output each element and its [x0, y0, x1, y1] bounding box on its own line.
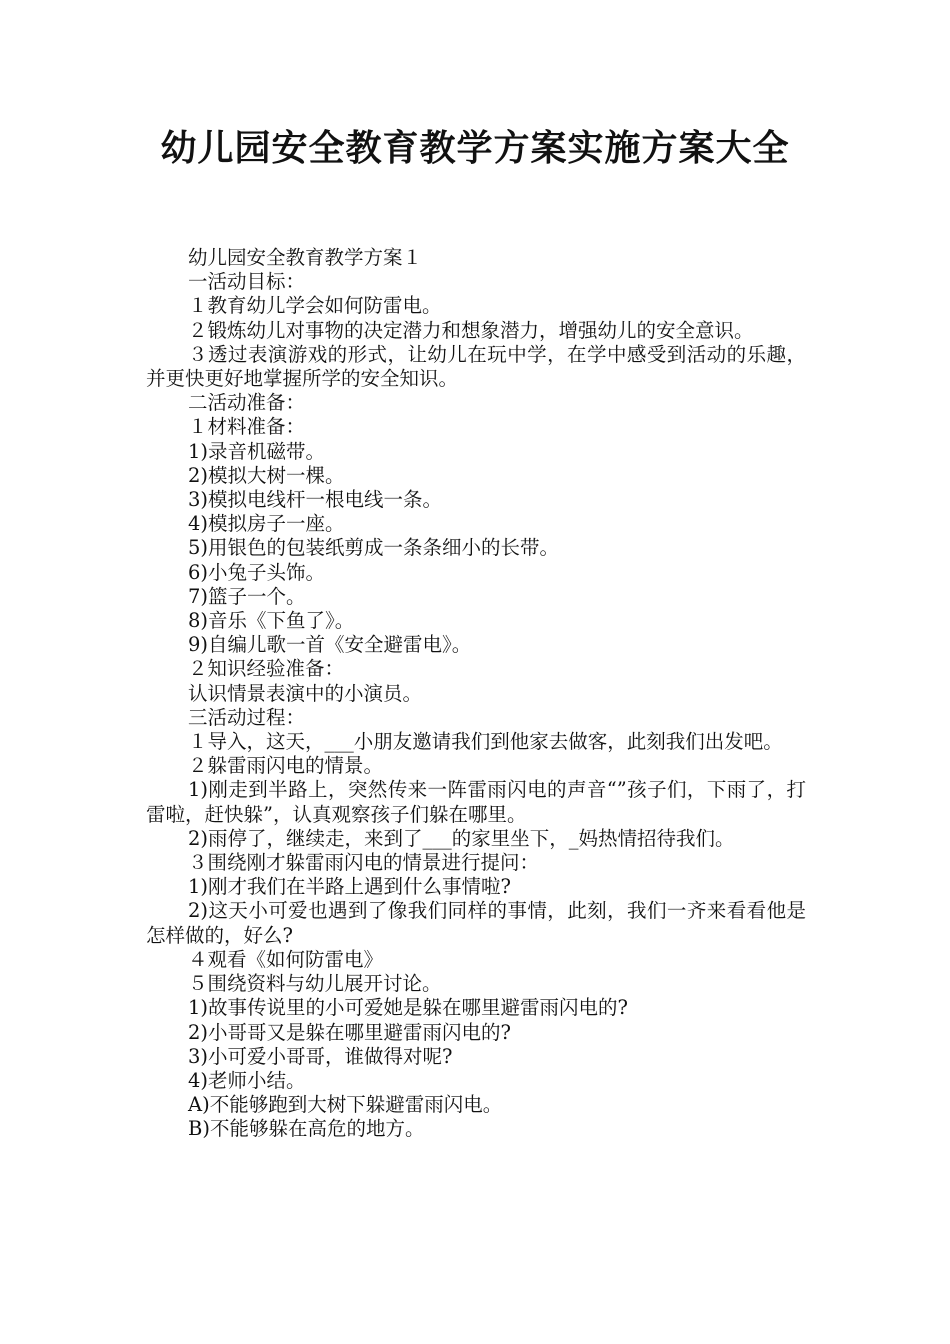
paragraph: 2)小哥哥又是躲在哪里避雷雨闪电的?	[188, 1020, 511, 1044]
paragraph: 7)篮子一个。	[188, 584, 306, 608]
paragraph: １导入，这天，___小朋友邀请我们到他家去做客，此刻我们出发吧。	[188, 730, 783, 754]
paragraph: 3)模拟电线杆一根电线一条。	[188, 488, 443, 512]
paragraph: 1)刚才我们在半路上遇到什么事情啦?	[188, 875, 511, 899]
paragraph: 6)小兔子头饰。	[188, 560, 326, 584]
paragraph: ３透过表演游戏的形式，让幼儿在玩中学，在学中感受到活动的乐趣，并更快更好地掌握所学的安全知识。	[146, 342, 806, 391]
paragraph: ２躲雷雨闪电的情景。	[188, 754, 384, 778]
paragraph: 5)用银色的包装纸剪成一条条细小的长带。	[188, 536, 560, 560]
paragraph: 4)老师小结。	[188, 1068, 306, 1092]
paragraph: 一活动目标：	[188, 270, 306, 294]
document-body	[146, 246, 806, 1142]
paragraph: ２知识经验准备：	[188, 657, 345, 681]
paragraph: 2)模拟大树一棵。	[188, 463, 345, 487]
paragraph: 3)小可爱小哥哥，谁做得对呢?	[188, 1044, 453, 1068]
paragraph: 二活动准备：	[188, 391, 306, 415]
paragraph: 8)音乐《下鱼了》。	[188, 609, 355, 633]
paragraph: １教育幼儿学会如何防雷电。	[188, 294, 442, 318]
paragraph: 2)这天小可爱也遇到了像我们同样的事情，此刻，我们一齐来看看他是怎样做的，好么?	[146, 899, 806, 947]
paragraph: 9)自编儿歌一首《安全避雷电》。	[188, 633, 472, 657]
paragraph: 1)故事传说里的小可爱她是躲在哪里避雷雨闪电的?	[188, 996, 628, 1020]
document-title: 幼儿园安全教育教学方案实施方案大全	[160, 128, 790, 169]
paragraph: 1)刚走到半路上，突然传来一阵雷雨闪电的声音“”孩子们，下雨了，打雷啦，赶快躲”，认真观察孩子们躲在哪里。	[146, 778, 806, 826]
paragraph: 认识情景表演中的小演员。	[188, 681, 423, 705]
paragraph: ３围绕刚才躲雷雨闪电的情景进行提问：	[188, 851, 540, 875]
paragraph: ５围绕资料与幼儿展开讨论。	[188, 972, 442, 996]
paragraph: １材料准备：	[188, 415, 306, 439]
paragraph: 4)模拟房子一座。	[188, 512, 345, 536]
paragraph: A)不能够跑到大树下躲避雷雨闪电。	[188, 1093, 503, 1117]
paragraph: 1)录音机磁带。	[188, 439, 326, 463]
paragraph: 2)雨停了，继续走，来到了___的家里坐下，_妈热情招待我们。	[188, 826, 735, 850]
paragraph: B)不能够躲在高危的地方。	[188, 1117, 425, 1141]
paragraph: ４观看《如何防雷电》	[188, 947, 384, 971]
paragraph: 三活动过程：	[188, 705, 306, 729]
paragraph: ２锻炼幼儿对事物的决定潜力和想象潜力，增强幼儿的安全意识。	[188, 318, 754, 342]
paragraph: 幼儿园安全教育教学方案１	[188, 246, 423, 269]
